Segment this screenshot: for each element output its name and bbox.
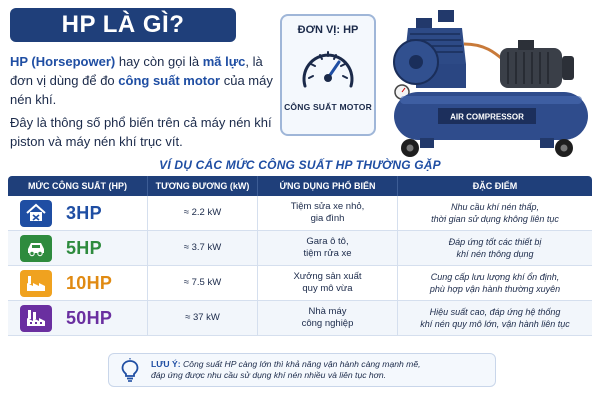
usage-line: Gara ô tô, — [306, 236, 349, 247]
usage-line: Xưởng sản xuất — [293, 271, 362, 282]
usage-line: công nghiệp — [301, 318, 354, 329]
usage-line: tiệm rửa xe — [303, 248, 352, 259]
kw-cell: ≈ 2.2 kW — [148, 196, 258, 230]
features-cell — [398, 266, 592, 300]
cong-suat-term: công suất motor — [118, 73, 221, 88]
table-row — [8, 301, 592, 336]
features-line: phù hợp vận hành thường xuyên — [429, 284, 561, 294]
hp-value: 3HP — [66, 203, 102, 223]
usage-cell — [258, 231, 398, 265]
hp-value: 10HP — [66, 273, 113, 293]
usage-cell — [258, 301, 398, 335]
column-header-hp: MỨC CÔNG SUẤT (HP) — [8, 176, 148, 196]
factory-icon — [20, 270, 52, 297]
air-compressor-illustration — [380, 4, 594, 164]
features-cell — [398, 196, 592, 230]
kw-cell: ≈ 7.5 kW — [148, 266, 258, 300]
hp-value: 5HP — [66, 238, 102, 258]
house-tools-icon — [20, 200, 52, 227]
intro-text-part: hay còn gọi là — [115, 54, 203, 69]
hp-level-cell — [8, 196, 148, 230]
column-header-features: ĐẶC ĐIỂM — [472, 181, 518, 191]
kw-cell: ≈ 3.7 kW — [148, 231, 258, 265]
page-title: HP LÀ GÌ? — [10, 8, 236, 42]
hp-level-cell — [8, 231, 148, 265]
car-icon — [20, 235, 52, 262]
note-label: LƯU Ý: — [151, 359, 181, 369]
note-box — [108, 353, 496, 387]
kw-cell: ≈ 37 kW — [148, 301, 258, 335]
hp-value: 50HP — [66, 308, 113, 328]
usage-cell — [258, 196, 398, 230]
features-line: khí nén quy mô lớn, vận hành liên tục — [420, 319, 570, 329]
table-header — [8, 176, 592, 196]
column-header-usage: ỨNG DỤNG PHỔ BIẾN — [258, 176, 398, 196]
features-line: Đáp ứng tốt các thiết bị — [448, 237, 542, 247]
unit-card — [280, 14, 376, 136]
lightbulb-icon — [119, 358, 141, 382]
unit-label: ĐƠN VỊ: HP — [297, 24, 359, 36]
usage-line: Nhà máy — [308, 306, 347, 317]
features-cell — [398, 231, 592, 265]
features-line: Nhu cầu khí nén thấp, — [450, 202, 540, 212]
section-heading: VÍ DỤ CÁC MỨC CÔNG SUẤT HP THƯỜNG GẶP — [159, 158, 441, 172]
features-line: khí nén thông dụng — [456, 249, 534, 259]
intro-paragraph-1 — [10, 52, 286, 109]
features-line: thời gian sử dụng không liên tục — [431, 214, 559, 224]
intro-paragraph-2: Đây là thông số phổ biến trên cả máy nén khí piston và máy nén khí trục vít. — [10, 115, 272, 149]
compressor-plate-text: AIR COMPRESSOR — [450, 112, 524, 122]
intro-text-part: , là đơn vị dùng để đo — [10, 54, 263, 88]
note-line: Công suất HP càng lớn thì khả năng vận hành càng mạnh mẽ, — [180, 359, 421, 369]
hp-level-cell — [8, 301, 148, 335]
ma-luc-term: mã lực — [202, 54, 246, 69]
usage-line: gia đình — [310, 213, 345, 224]
note-text — [151, 359, 421, 381]
usage-cell — [258, 266, 398, 300]
hp-level-cell — [8, 266, 148, 300]
usage-line: quy mô vừa — [302, 283, 353, 294]
note-line: đáp ứng được nhu cầu sử dụng khí nén nhiều và liên tục hơn. — [151, 370, 387, 380]
table-row — [8, 266, 592, 301]
usage-line: Tiệm sửa xe nhỏ, — [290, 201, 365, 212]
industrial-plant-icon — [20, 305, 52, 332]
intro-text-part: của máy nén khí. — [10, 73, 273, 107]
column-header-kw: TƯƠNG ĐƯƠNG (kW) — [148, 176, 258, 196]
intro-text — [10, 52, 286, 155]
features-line: Hiệu suất cao, đáp ứng hệ thống — [429, 307, 561, 317]
features-line: Cung cấp lưu lượng khí ổn định, — [430, 272, 560, 282]
hp-levels-table — [8, 176, 592, 336]
table-row — [8, 196, 592, 231]
gauge-caption: CÔNG SUẤT MOTOR — [284, 102, 372, 112]
features-cell — [398, 301, 592, 335]
table-row — [8, 231, 592, 266]
hp-term: HP (Horsepower) — [10, 54, 116, 69]
speedometer-gauge-icon — [297, 42, 359, 96]
